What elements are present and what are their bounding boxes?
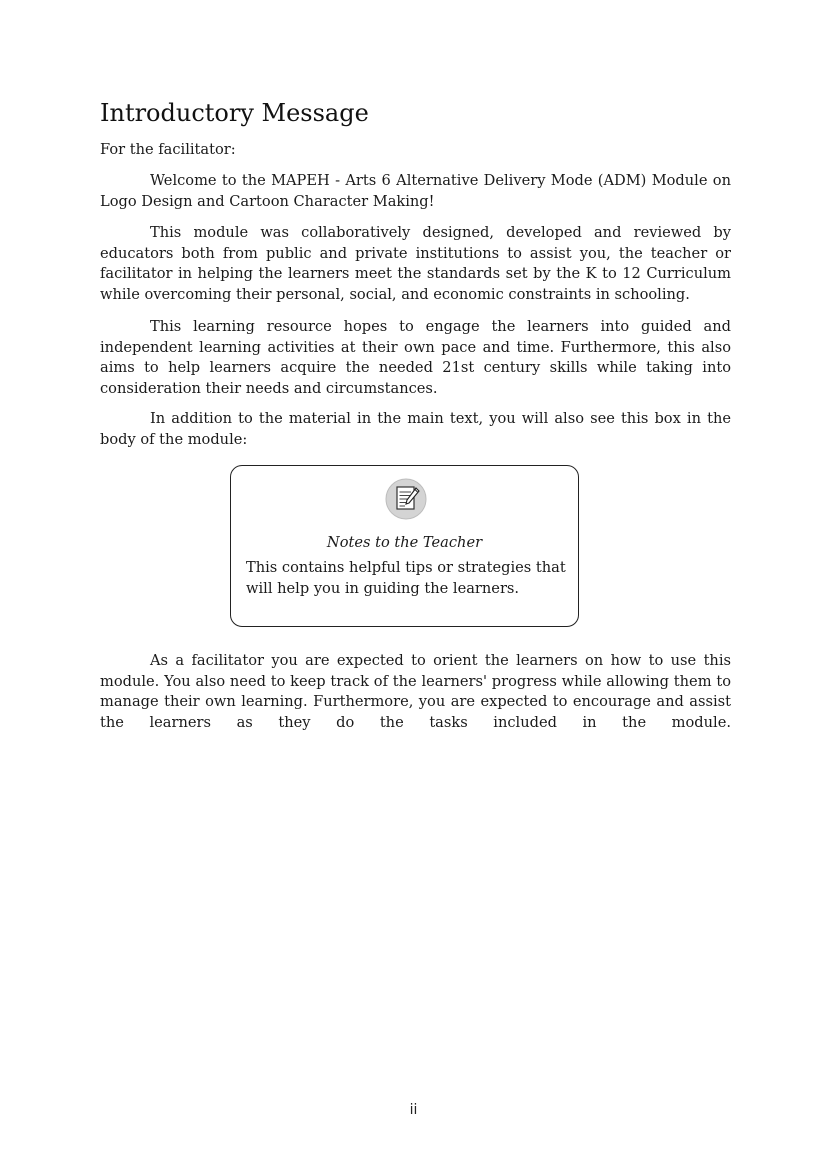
notepad-pencil-icon	[385, 478, 427, 520]
module-design-paragraph: This module was collaboratively designed, developed and reviewed by educators both from public and private institutions to assist you, the teacher or facilitator in helping the learners meet the standards set by the K to 12 Curriculum while overcoming their personal, social, and economic constraints in schooling.	[100, 224, 731, 303]
welcome-paragraph: Welcome to the MAPEH - Arts 6 Alternative Delivery Mode (ADM) Module on Logo Design and Cartoon Character Making!	[100, 172, 731, 210]
page-title: Introductory Message	[100, 99, 369, 127]
audience-line: For the facilitator:	[100, 141, 236, 158]
learning-resource-paragraph: This learning resource hopes to engage the learners into guided and independent learning activities at their own pace and time. Furthermore, this also aims to help learners acquire the needed 21st century skills while taking into consideration their needs and circumstances.	[100, 318, 731, 397]
facilitator-role-paragraph: As a facilitator you are expected to orient the learners on how to use this module. You also need to keep track of the learners' progress while allowing them to manage their own learning. Furthermore, you are expected to encourage and assist the learners as they do the tasks included in the module.	[100, 652, 731, 731]
notes-to-teacher-box	[230, 465, 579, 627]
page-number: ii	[409, 1102, 418, 1118]
note-title: Notes to the Teacher	[326, 534, 483, 551]
box-intro-paragraph: In addition to the material in the main text, you will also see this box in the body of the module:	[100, 410, 731, 448]
note-description: This contains helpful tips or strategies that will help you in guiding the learners.	[246, 559, 566, 597]
